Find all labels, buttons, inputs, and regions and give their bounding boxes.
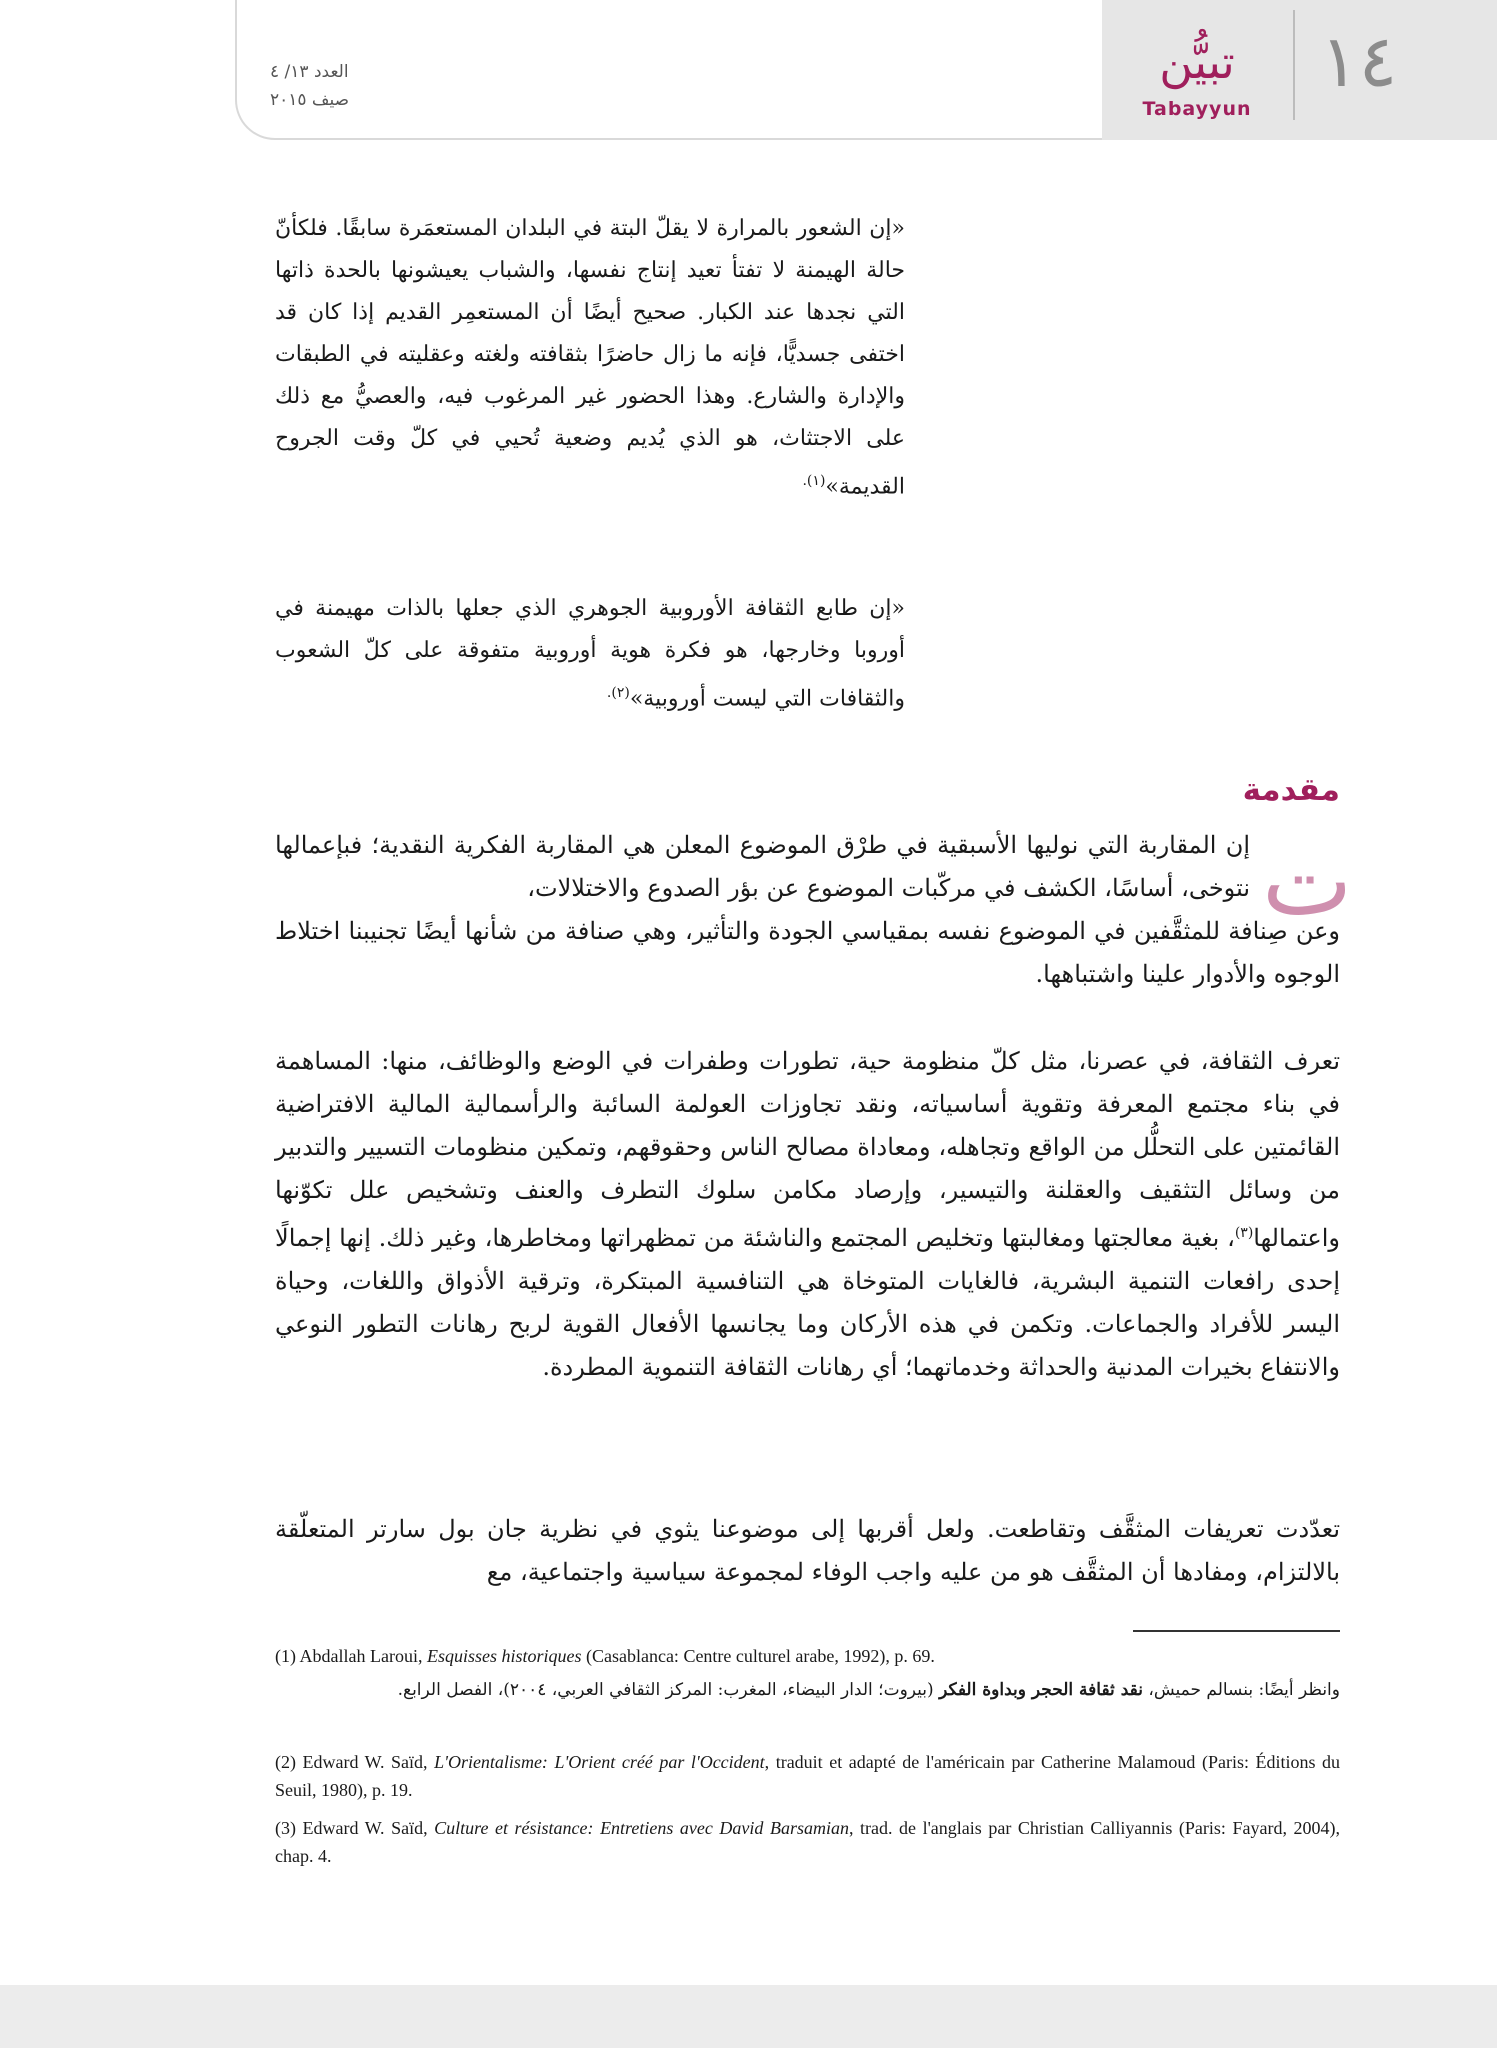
page-number: ١٤ bbox=[1320, 19, 1398, 103]
paragraph-2 bbox=[275, 1040, 1340, 1389]
footnote-3-title: Culture et résistance: Entretiens avec David Barsamian bbox=[434, 1818, 849, 1838]
footnote-3-author: (3) Edward W. Saïd, bbox=[275, 1818, 435, 1838]
paragraph-1-lead: إن المقاربة التي نوليها الأسبقية في طرْق الموضوع المعلن هي المقاربة الفكرية النقدية؛ فبإعمالها نتوخى، أساسًا، الكشف في مركّبات الموضوع عن بؤر الصدوع والاختلالات، bbox=[275, 831, 1250, 902]
quote-2-text: «إن طابع الثقافة الأوروبية الجوهري الذي جعلها بالذات مهيمنة في أوروبا وخارجها، هو فكرة هوية أوروبية متفوقة على كلّ الشعوب والثقافات التي ليست أوروبية» bbox=[275, 596, 905, 712]
footnote-ref-2[interactable]: (٢). bbox=[606, 685, 630, 701]
footnote-1-details: (Casablanca: Centre culturel arabe, 1992), p. 69. bbox=[581, 1646, 935, 1666]
footnote-1 bbox=[275, 1642, 1340, 1670]
issue-info bbox=[270, 58, 470, 118]
quote-1-text: «إن الشعور بالمرارة لا يقلّ البتة في البلدان المستعمَرة سابقًا. فلكأنّ حالة الهيمنة لا تفتأ تعيد إنتاج نفسها، والشباب يعيشونها بالحدة ذاتها التي نجدها عند الكبار. صحيح أيضًا أن المستعمِر القديم إذا كان قد اختفى جسديًّا، فإنه ما زال حاضرًا بثقافته ولغته وعقليته في الطبقات والإدارة والشارع. وهذا الحضور غير المرغوب فيه، والعصيُّ مع ذلك على الاجتثاث، هو الذي يُديم وضعية تُحيي في كلّ وقت الجروح القديمة» bbox=[275, 216, 906, 500]
journal-logo: تبيُّن bbox=[1159, 35, 1235, 89]
footnote-ref-1[interactable]: (١). bbox=[802, 473, 826, 489]
footnote-1-ar-author: وانظر أيضًا: بنسالم حميش، bbox=[1142, 1680, 1340, 1700]
header-divider bbox=[1293, 10, 1295, 120]
page-footer-band bbox=[0, 1985, 1497, 2048]
footnote-2-author: (2) Edward W. Saïd, bbox=[275, 1752, 435, 1772]
journal-logo-latin: Tabayyun bbox=[1142, 98, 1252, 120]
paragraph-1-rest: وعن صِنافة للمثقَّفين في الموضوع نفسه بمقياسي الجودة والتأثير، وهي صنافة من شأنها أيضًا تجنيبنا اختلاط الوجوه والأدوار علينا واشتباهها. bbox=[275, 917, 1340, 988]
footnote-1-ar-details: (بيروت؛ الدار البيضاء، المغرب: المركز الثقافي العربي، ٢٠٠٤)، الفصل الرابع. bbox=[397, 1680, 940, 1700]
epigraph-quote-2 bbox=[275, 588, 905, 720]
footnote-separator bbox=[1133, 1630, 1340, 1632]
footnote-2 bbox=[275, 1748, 1340, 1804]
epigraph-quote-1 bbox=[275, 208, 905, 508]
paragraph-2-part2: ، بغية معالجتها ومغالبتها وتخليص المجتمع والناشئة من تمظهراتها ومخاطرها، وغير ذلك. إنها إجمالًا إحدى رافعات التنمية البشرية، فالغايات المتوخاة هي التنافسية المبتكرة، وترقية الأذواق واللغات، وحياة اليسر للأفراد والجماعات. وتكمن في هذه الأركان وما يجانسها الأفعال القوية لربح رهانات التطور النوعي والانتفاع بخيرات المدنية والحداثة وخدماتهما؛ أي رهانات الثقافة التنموية المطردة. bbox=[275, 1224, 1340, 1381]
footnote-ref-3[interactable]: (٣) bbox=[1234, 1225, 1254, 1241]
footnote-1-title: Esquisses historiques bbox=[426, 1646, 582, 1666]
footnote-3 bbox=[275, 1814, 1340, 1870]
issue-season: صيف ٢٠١٥ bbox=[270, 90, 350, 110]
footnote-2-title: L'Orientalisme: L'Orient créé par l'Occident bbox=[434, 1752, 765, 1772]
paragraph-3: تعدّدت تعريفات المثقَّف وتقاطعت. ولعل أقربها إلى موضوعنا يثوي في نظرية جان بول سارتر المتعلّقة بالالتزام، ومفادها أن المثقَّف هو من عليه واجب الوفاء لمجموعة سياسية واجتماعية، مع bbox=[275, 1515, 1340, 1586]
footnote-3-details: , trad. de l'anglais par Christian Calliyannis (Paris: Fayard, 2004), chap. 4. bbox=[275, 1818, 1340, 1866]
footnote-1-arabic bbox=[275, 1676, 1340, 1704]
issue-number: العدد ١٣/ ٤ bbox=[270, 62, 349, 82]
footnote-2-details: , traduit et adapté de l'américain par Catherine Malamoud (Paris: Éditions du Seuil, 1980), p. 19. bbox=[275, 1752, 1340, 1800]
section-title: مقدمة bbox=[1242, 772, 1340, 808]
dropcap-letter: ت bbox=[1262, 825, 1353, 937]
footnote-1-ar-title: نقد ثقافة الحجر وبداوة الفكر bbox=[939, 1680, 1143, 1700]
footnote-1-author: (1) Abdallah Laroui, bbox=[275, 1646, 427, 1666]
paragraph-2-part1: تعرف الثقافة، في عصرنا، مثل كلّ منظومة حية، تطورات وطفرات في الوضع والوظائف، منها: المساهمة في بناء مجتمع المعرفة وتقوية أساسياته، ونقد تجاوزات العولمة السائبة والرأسمالية المالية الافتراضية القائمتين على التحلُّل من الواقع وتجاهله، ومعاداة مصالح الناس وحقوقهم، وتمكين منظومات التسيير والتدبير من وسائل التثقيف والعقلنة والتيسير، وإرصاد مكامن سلوك التطرف والعنف وتشخيص علل تكوّنها واعتمالها bbox=[275, 1047, 1341, 1252]
